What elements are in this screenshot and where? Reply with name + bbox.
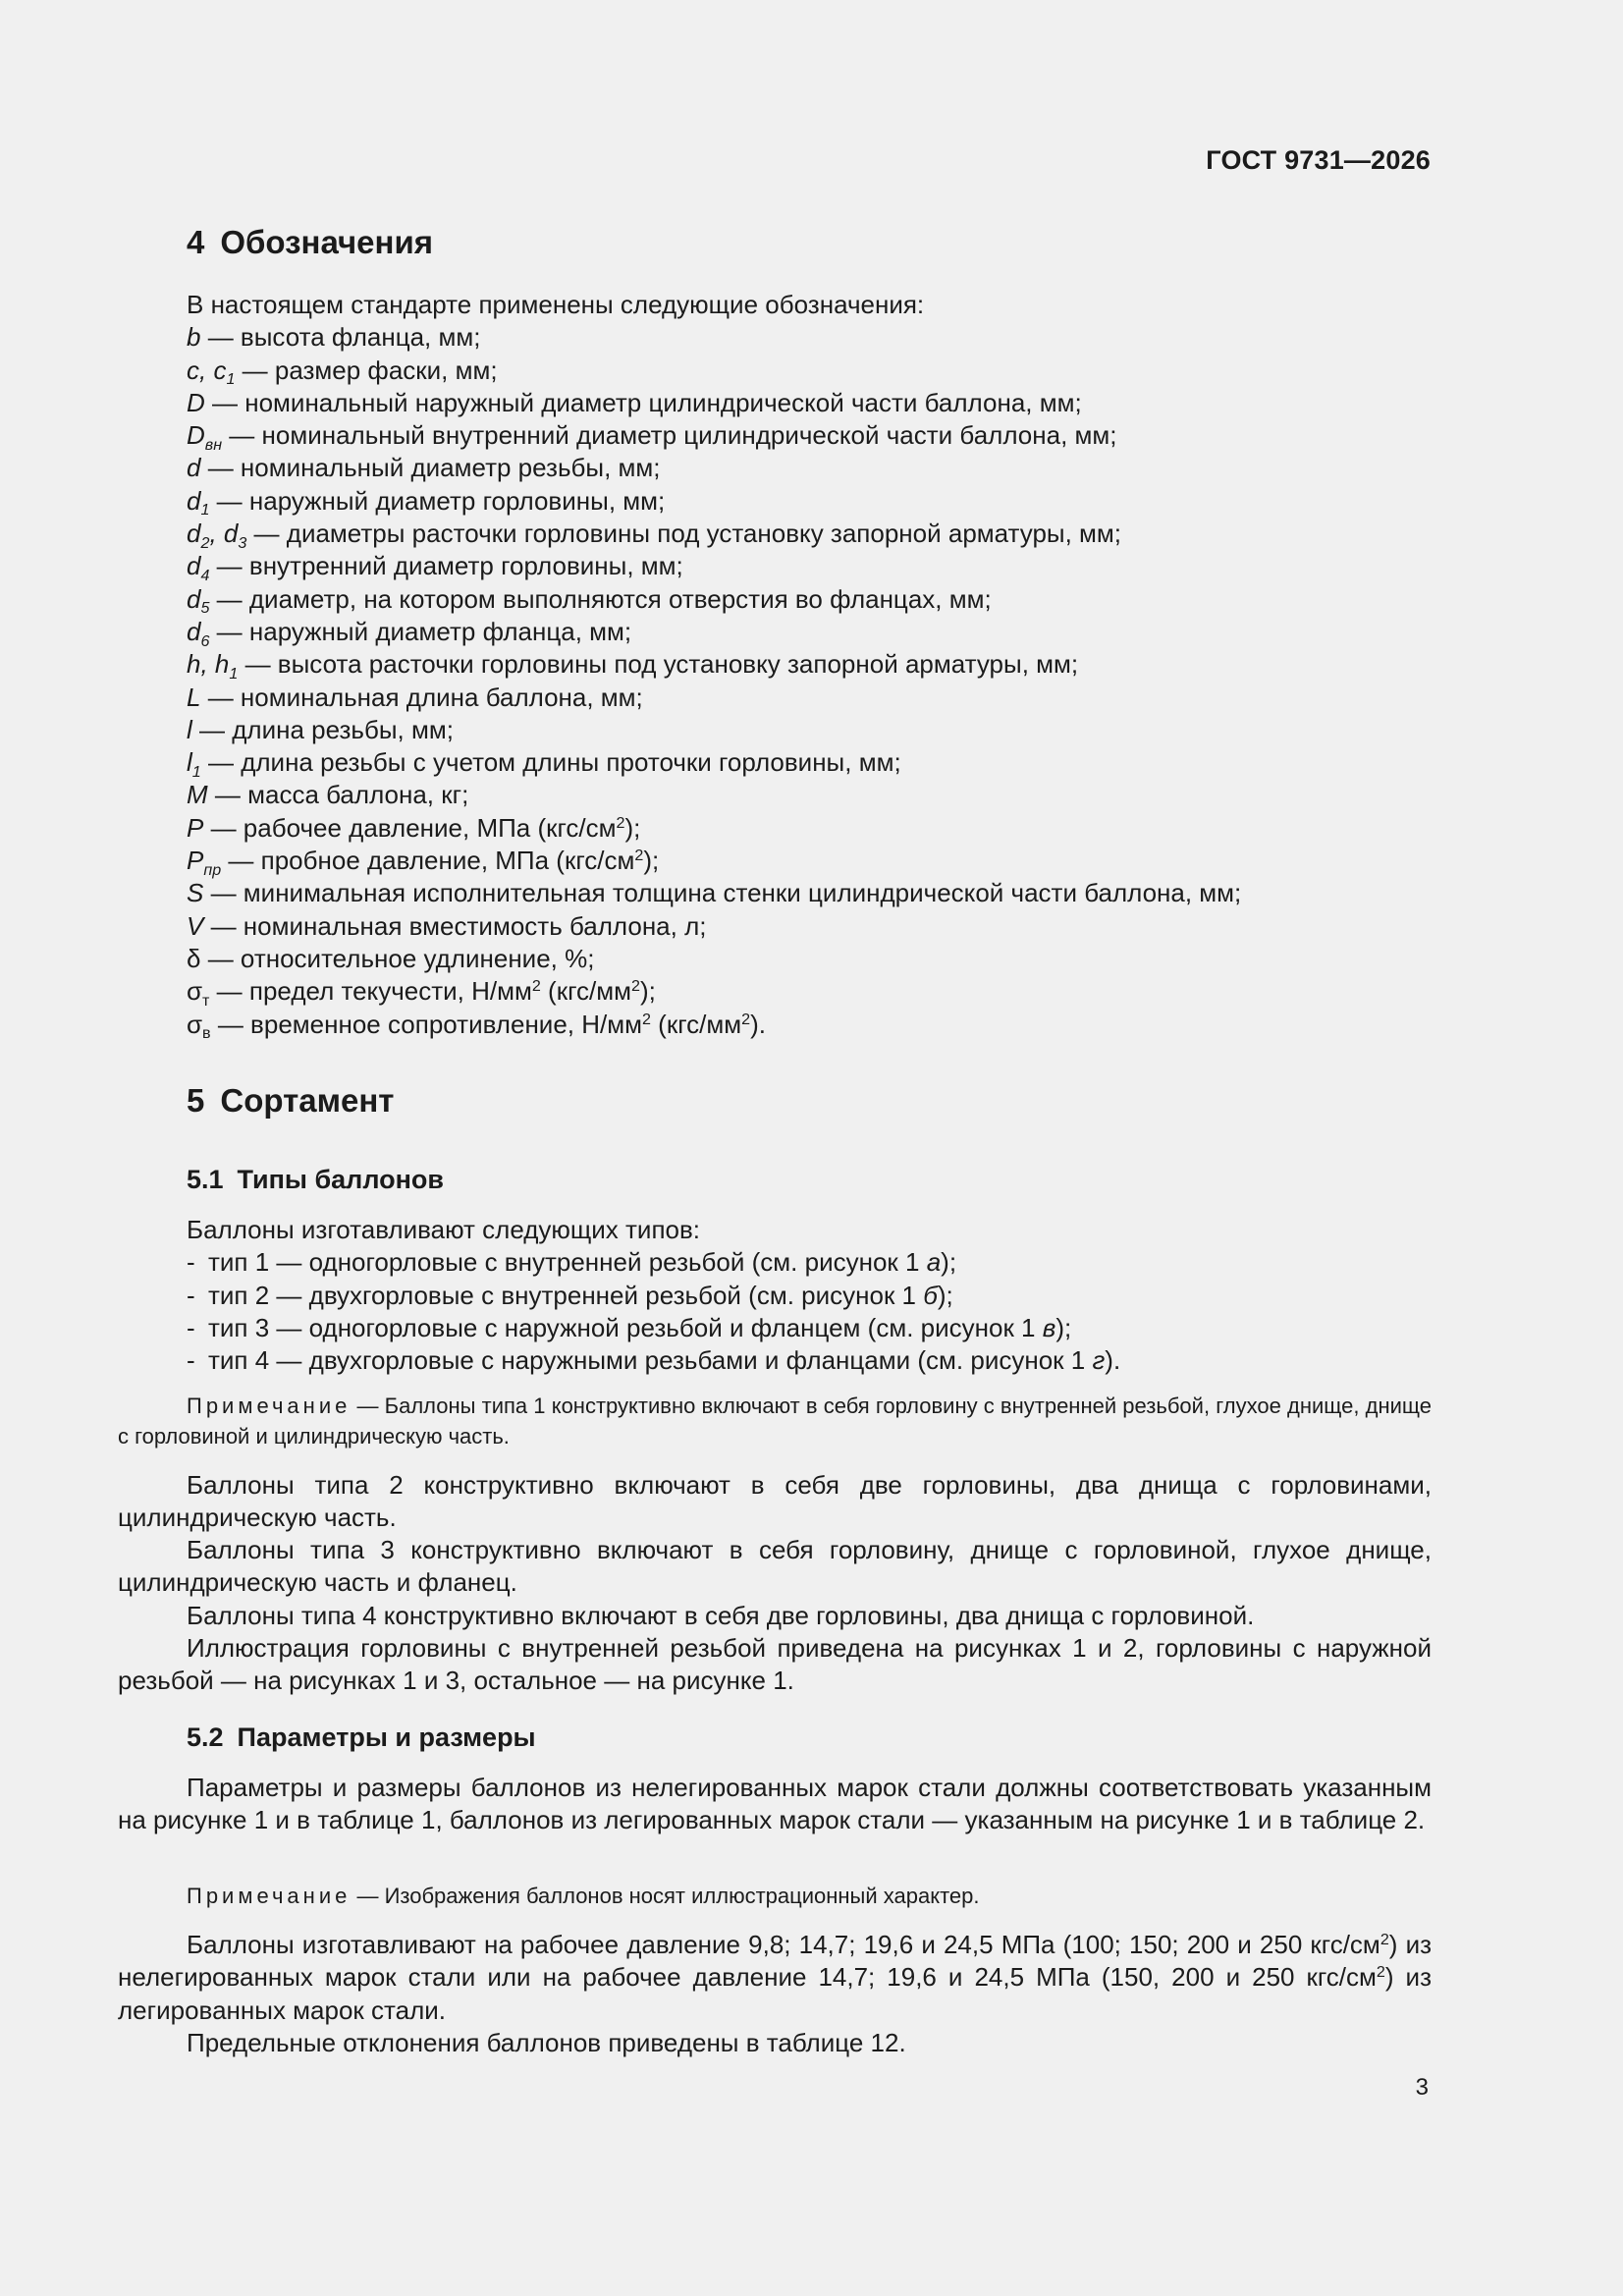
symbol-subscript: т	[202, 991, 210, 1010]
section-title: Обозначения	[220, 224, 433, 260]
type-text-tail: );	[1055, 1312, 1072, 1342]
symbol-subscript: 6	[200, 631, 210, 650]
symbol-subscript: 3	[238, 533, 247, 552]
page-number: 3	[1415, 2074, 1429, 2101]
type-text-tail: );	[937, 1280, 953, 1310]
symbol-subscript: 4	[200, 567, 210, 585]
type-item	[187, 1280, 1120, 1312]
note-images	[118, 1881, 1432, 1911]
symbol: d	[187, 453, 201, 483]
paragraph-pressures	[118, 1929, 1432, 2027]
symbol-subscript: 1	[226, 370, 236, 389]
symbol-subscript: пр	[203, 860, 222, 879]
symbol-description-tail: );	[643, 846, 660, 876]
types-intro: Баллоны изготавливают следующих типов:	[187, 1215, 701, 1244]
symbol-item	[187, 845, 1241, 877]
paragraph-type2: Баллоны типа 2 конструктивно включают в себя две горловины, два днища с горловинами, цилиндрическую часть.	[118, 1470, 1432, 1533]
symbol-item	[187, 1009, 1241, 1041]
superscript: 2	[531, 977, 541, 996]
symbol-description-tail: (кгс/мм	[650, 1009, 742, 1039]
type-text: тип 3 — одногорловые с наружной резьбой и фланцем (см. рисунок 1	[208, 1312, 1043, 1342]
symbol-description-tail: (кгс/мм	[540, 976, 631, 1007]
symbol-description: — высота фланца, мм;	[200, 322, 481, 353]
figure-ref: г	[1092, 1345, 1106, 1376]
symbol: d	[187, 519, 201, 549]
list-bullet: -	[187, 1247, 195, 1278]
symbol-item	[187, 387, 1241, 419]
type-item	[187, 1246, 1120, 1279]
symbol-description: — номинальный наружный диаметр цилиндрической части баллона, мм;	[204, 387, 1082, 417]
section-number: 4	[187, 224, 205, 260]
figure-ref: в	[1042, 1312, 1056, 1342]
section-4-heading	[187, 224, 433, 261]
symbol-description: — диаметр, на котором выполняются отверстия во фланцах, мм;	[209, 583, 992, 614]
symbol-item	[187, 355, 1241, 387]
symbol-description: — масса баллона, кг;	[207, 780, 469, 810]
section-5-heading	[187, 1082, 394, 1120]
symbol: M	[187, 780, 208, 810]
type-text: тип 1 — одногорловые с внутренней резьбой (см. рисунок 1	[208, 1247, 927, 1278]
symbol-item	[187, 583, 1241, 616]
symbol-item	[187, 975, 1241, 1008]
symbol-description: — предел текучести, Н/мм	[209, 976, 532, 1007]
superscript: 2	[630, 977, 640, 996]
symbol-subscript: 1	[229, 664, 239, 683]
symbol: d	[187, 616, 201, 646]
type-text-tail: );	[941, 1247, 957, 1278]
symbol-description: — минимальная исполнительная толщина стенки цилиндрической части баллона, мм;	[203, 878, 1242, 908]
symbol-item	[187, 877, 1241, 909]
symbol: σ	[187, 1009, 203, 1039]
symbol-description: — номинальный диаметр резьбы, мм;	[200, 453, 661, 483]
symbol-subscript: вн	[204, 435, 223, 454]
symbol-subscript: в	[202, 1024, 211, 1043]
subsection-5-1-heading	[187, 1165, 444, 1195]
symbol: D	[187, 387, 205, 417]
type-text-tail: ).	[1105, 1345, 1121, 1376]
symbol: , d	[209, 519, 239, 549]
symbol-item	[187, 910, 1241, 943]
figure-ref: б	[923, 1280, 938, 1310]
symbol-item	[187, 812, 1241, 845]
symbol: σ	[187, 976, 203, 1007]
symbol: L	[187, 682, 201, 712]
symbol-item	[187, 518, 1241, 550]
subsection-title: Параметры и размеры	[237, 1722, 536, 1752]
symbols-list	[187, 289, 1241, 1041]
symbol-subscript: 1	[191, 762, 201, 781]
symbol-item	[187, 746, 1241, 779]
paragraph-type4: Баллоны типа 4 конструктивно включают в себя две горловины, два днища с горловиной.	[187, 1601, 1255, 1630]
symbol-subscript: 1	[200, 501, 210, 519]
symbol-description: — диаметры расточки горловины под установку запорной арматуры, мм;	[246, 519, 1122, 549]
symbol-item	[187, 485, 1241, 518]
symbol-item	[187, 419, 1241, 452]
subsection-number: 5.1	[187, 1165, 224, 1194]
symbol-description: — длина резьбы, мм;	[191, 714, 454, 744]
symbol-item	[187, 779, 1241, 811]
symbol: d	[187, 485, 201, 516]
note-types	[118, 1391, 1432, 1451]
symbol-description: — номинальная длина баллона, мм;	[200, 682, 643, 712]
symbol-description: — размер фаски, мм;	[235, 355, 498, 385]
symbol: S	[187, 878, 204, 908]
note-text: — Изображения баллонов носят иллюстрационный характер.	[351, 1884, 980, 1908]
symbol: c, c	[187, 355, 227, 385]
symbol-description: — рабочее давление, МПа (кгс/см	[203, 812, 617, 843]
symbols-intro: В настоящем стандарте применены следующие обозначения:	[187, 290, 925, 319]
symbol: h, h	[187, 649, 230, 680]
symbol: d	[187, 583, 201, 614]
symbol: V	[187, 910, 204, 941]
type-item	[187, 1312, 1120, 1344]
type-text: тип 4 — двухгорловые с наружными резьбами и фланцами (см. рисунок 1	[208, 1345, 1093, 1376]
superscript: 2	[741, 1010, 751, 1028]
subsection-5-2-heading	[187, 1722, 536, 1753]
superscript: 2	[1380, 1931, 1389, 1949]
symbol-description-tail: );	[639, 976, 656, 1007]
note-label: Примечание	[187, 1884, 352, 1908]
section-title: Сортамент	[220, 1082, 395, 1119]
symbol-item	[187, 943, 1241, 975]
symbol-description: — наружный диаметр горловины, мм;	[209, 485, 666, 516]
superscript: 2	[1376, 1963, 1385, 1982]
page-header: ГОСТ 9731—2026	[1206, 145, 1431, 175]
types-list	[187, 1214, 1120, 1377]
symbol: P	[187, 812, 204, 843]
list-bullet: -	[187, 1312, 195, 1342]
symbol-description: — высота расточки горловины под установку запорной арматуры, мм;	[238, 649, 1079, 680]
symbol: b	[187, 322, 201, 353]
section-number: 5	[187, 1082, 205, 1119]
pressures-text-c: ) из легированных марок стали.	[118, 1962, 1432, 2025]
symbol-description-tail: );	[624, 812, 641, 843]
symbol-item	[187, 682, 1241, 714]
symbol-description: — внутренний диаметр горловины, мм;	[209, 551, 683, 581]
symbol-item	[187, 616, 1241, 648]
figure-ref: а	[926, 1247, 942, 1278]
pressures-text-a: Баллоны изготавливают на рабочее давление 9,8; 14,7; 19,6 и 24,5 МПа (100; 150; 200 и 250 кгс/см	[187, 1930, 1380, 1959]
symbol-item	[187, 648, 1241, 681]
symbol-item	[187, 321, 1241, 354]
symbol-description: — временное сопротивление, Н/мм	[210, 1009, 642, 1039]
type-text: тип 2 — двухгорловые с внутренней резьбой (см. рисунок 1	[208, 1280, 924, 1310]
symbol-description: — относительное удлинение, %;	[200, 943, 595, 973]
symbol-description: — номинальная вместимость баллона, л;	[203, 910, 707, 941]
paragraph-tolerances: Предельные отклонения баллонов приведены в таблице 12.	[187, 2028, 906, 2057]
symbol-description: — номинальный внутренний диаметр цилиндрической части баллона, мм;	[222, 420, 1117, 451]
subsection-title: Типы баллонов	[237, 1165, 445, 1194]
symbol: P	[187, 846, 204, 876]
paragraph-type3: Баллоны типа 3 конструктивно включают в себя горловину, днище с горловиной, глухое днище, цилиндрическую часть и фланец.	[118, 1535, 1432, 1598]
superscript: 2	[616, 813, 625, 832]
symbol-item	[187, 452, 1241, 484]
symbol-description: — пробное давление, МПа (кгс/см	[221, 846, 635, 876]
symbol-description-tail: ).	[750, 1009, 766, 1039]
symbol-description: — наружный диаметр фланца, мм;	[209, 616, 632, 646]
superscript: 2	[641, 1010, 651, 1028]
symbol-subscript: 2	[200, 533, 210, 552]
symbol: l	[187, 747, 192, 778]
note-label: Примечание	[187, 1394, 352, 1418]
symbol: D	[187, 420, 205, 451]
paragraph-params: Параметры и размеры баллонов из нелегированных марок стали должны соответствовать указанным на рисунке 1 и в таблице 1, баллонов из легированных марок стали — указанным на рисунке 1 и в таблице 2.	[118, 1773, 1432, 1835]
superscript: 2	[634, 847, 644, 865]
type-item	[187, 1344, 1120, 1377]
symbol-item	[187, 550, 1241, 585]
list-bullet: -	[187, 1280, 195, 1310]
subsection-number: 5.2	[187, 1722, 224, 1752]
symbol: d	[187, 551, 201, 581]
pressures-text-b: ) из нелегированных марок стали или на рабочее давление 14,7; 19,6 и 24,5 МПа (150, 200 и 250 кгс/см	[118, 1930, 1433, 1993]
symbol-description: — длина резьбы с учетом длины проточки горловины, мм;	[200, 747, 901, 778]
symbol: δ	[187, 943, 201, 973]
symbol: l	[187, 714, 192, 744]
symbol-subscript: 5	[200, 599, 210, 618]
paragraph-illustration: Иллюстрация горловины с внутренней резьбой приведена на рисунках 1 и 2, горловины с наружной резьбой — на рисунках 1 и 3, остальное — на рисунке 1.	[118, 1633, 1432, 1696]
symbol-item	[187, 714, 1241, 746]
list-bullet: -	[187, 1345, 195, 1376]
note-text: — Баллоны типа 1 конструктивно включают в себя горловину с внутренней резьбой, глухое днище, днище с горловиной и цилиндрическую часть.	[118, 1394, 1432, 1449]
